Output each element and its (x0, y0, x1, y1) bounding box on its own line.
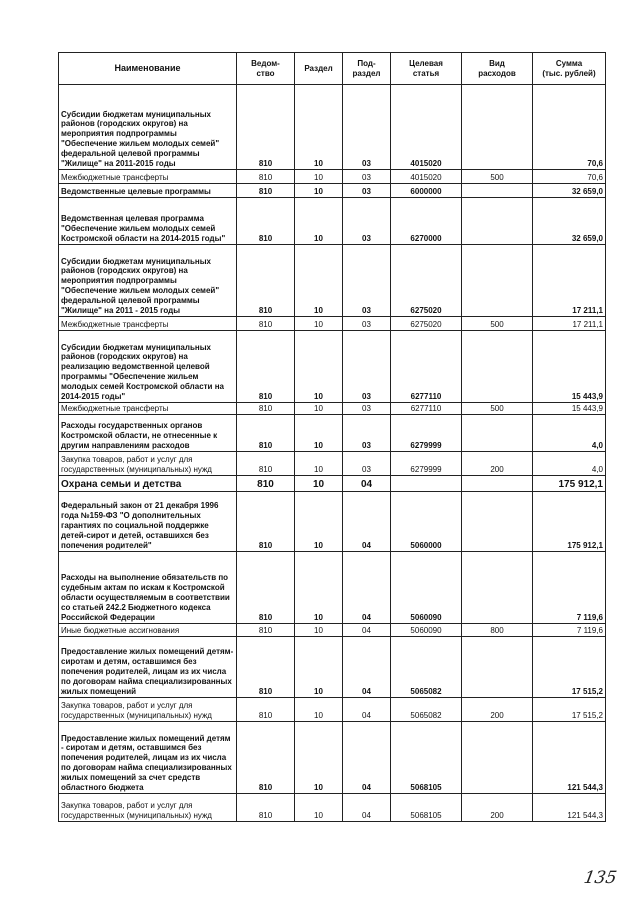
cell-ved: 810 (237, 624, 295, 637)
table-row (59, 415, 606, 452)
cell-summa: 7 119,6 (533, 552, 606, 624)
header-statya: Целевая статья (391, 53, 462, 85)
cell-ved: 810 (237, 245, 295, 317)
cell-ved: 810 (237, 317, 295, 331)
cell-razdel: 10 (295, 245, 343, 317)
cell-summa: 32 659,0 (533, 184, 606, 198)
cell-vid (462, 637, 533, 698)
cell-summa: 17 515,2 (533, 698, 606, 722)
header-ved: Ведом- ство (237, 53, 295, 85)
cell-name: Закупка товаров, работ и услуг для государственных (муниципальных) нужд (59, 452, 237, 476)
cell-summa: 4,0 (533, 415, 606, 452)
cell-summa: 17 211,1 (533, 245, 606, 317)
cell-statya: 6275020 (391, 317, 462, 331)
cell-vid (462, 492, 533, 552)
cell-vid (462, 415, 533, 452)
cell-statya (391, 476, 462, 492)
cell-razdel: 10 (295, 198, 343, 245)
cell-statya: 6000000 (391, 184, 462, 198)
cell-statya: 5060090 (391, 624, 462, 637)
cell-podrazdel: 03 (343, 452, 391, 476)
cell-name: Расходы государственных органов Костромской области, не отнесенные к другим направлениям расходов (59, 415, 237, 452)
cell-name: Межбюджетные трансферты (59, 170, 237, 184)
table-row (59, 317, 606, 331)
cell-name: Субсидии бюджетам муниципальных районов (городских округов) на реализацию ведомственной целевой программы "Обеспечение жильем молодых семей Костромской области на 2014-2015 годы" (59, 331, 237, 403)
cell-razdel: 10 (295, 403, 343, 415)
cell-vid: 500 (462, 170, 533, 184)
cell-podrazdel: 04 (343, 476, 391, 492)
table-row (59, 794, 606, 822)
cell-vid (462, 331, 533, 403)
table-row (59, 476, 606, 492)
cell-ved: 810 (237, 637, 295, 698)
cell-razdel: 10 (295, 184, 343, 198)
table-row (59, 403, 606, 415)
cell-summa: 121 544,3 (533, 722, 606, 794)
header-podrazdel: Под- раздел (343, 53, 391, 85)
table-row (59, 170, 606, 184)
cell-vid: 200 (462, 794, 533, 822)
cell-razdel: 10 (295, 624, 343, 637)
table-row (59, 722, 606, 794)
cell-name: Закупка товаров, работ и услуг для государственных (муниципальных) нужд (59, 794, 237, 822)
cell-summa: 15 443,9 (533, 403, 606, 415)
cell-ved: 810 (237, 170, 295, 184)
table-header-row (59, 53, 606, 85)
cell-podrazdel: 03 (343, 198, 391, 245)
cell-razdel: 10 (295, 415, 343, 452)
cell-name: Субсидии бюджетам муниципальных районов (городских округов) на мероприятия подпрограммы "Обеспечение жильем молодых семей" федеральной целевой программы "Жилище" на 2011 - 2015 годы (59, 245, 237, 317)
cell-ved: 810 (237, 794, 295, 822)
cell-ved: 810 (237, 492, 295, 552)
cell-statya: 6277110 (391, 403, 462, 415)
cell-name: Предоставление жилых помещений детям - сиротам и детям, оставшимся без попечения родителей, лицам из их числа по договорам найма специализированных жилых помещений за счет средств областного бюджета (59, 722, 237, 794)
cell-summa: 15 443,9 (533, 331, 606, 403)
cell-statya: 6279999 (391, 415, 462, 452)
cell-statya: 4015020 (391, 170, 462, 184)
cell-statya: 5060090 (391, 552, 462, 624)
cell-razdel: 10 (295, 317, 343, 331)
cell-name: Межбюджетные трансферты (59, 403, 237, 415)
cell-vid: 200 (462, 452, 533, 476)
cell-vid (462, 245, 533, 317)
cell-ved: 810 (237, 698, 295, 722)
cell-razdel: 10 (295, 170, 343, 184)
table-row (59, 637, 606, 698)
table-row (59, 198, 606, 245)
cell-summa: 7 119,6 (533, 624, 606, 637)
cell-name: Ведомственная целевая программа "Обеспечение жильем молодых семей Костромской области на 2014-2015 годы" (59, 198, 237, 245)
cell-podrazdel: 04 (343, 722, 391, 794)
cell-podrazdel: 03 (343, 331, 391, 403)
cell-name: Предоставление жилых помещений детям-сиротам и детям, оставшимся без попечения родителей, лицам из их числа по договорам найма специализированных жилых помещений (59, 637, 237, 698)
cell-vid: 500 (462, 403, 533, 415)
cell-podrazdel: 03 (343, 85, 391, 170)
table-row (59, 245, 606, 317)
cell-ved: 810 (237, 331, 295, 403)
cell-podrazdel: 03 (343, 415, 391, 452)
table-row (59, 698, 606, 722)
cell-statya: 5068105 (391, 794, 462, 822)
cell-vid (462, 198, 533, 245)
cell-name: Охрана семьи и детства (59, 476, 237, 492)
cell-razdel: 10 (295, 698, 343, 722)
cell-vid: 200 (462, 698, 533, 722)
cell-podrazdel: 04 (343, 492, 391, 552)
cell-summa: 121 544,3 (533, 794, 606, 822)
page-number: 135 (582, 868, 619, 888)
cell-name: Ведомственные целевые программы (59, 184, 237, 198)
header-name: Наименование (59, 53, 237, 85)
cell-summa: 32 659,0 (533, 198, 606, 245)
cell-razdel: 10 (295, 637, 343, 698)
cell-podrazdel: 03 (343, 245, 391, 317)
cell-summa: 70,6 (533, 85, 606, 170)
cell-razdel: 10 (295, 331, 343, 403)
table-row (59, 552, 606, 624)
cell-name: Закупка товаров, работ и услуг для государственных (муниципальных) нужд (59, 698, 237, 722)
budget-table (58, 52, 606, 822)
cell-ved: 810 (237, 722, 295, 794)
table-row (59, 85, 606, 170)
cell-name: Субсидии бюджетам муниципальных районов (городских округов) на мероприятия подпрограммы "Обеспечение жильем молодых семей" федеральной целевой программы "Жилище" на 2011-2015 годы (59, 85, 237, 170)
cell-ved: 810 (237, 85, 295, 170)
cell-name: Расходы на выполнение обязательств по судебным актам по искам к Костромской области осуществляемым в соответствии со статьей 242.2 Бюджетного кодекса Российской Федерации (59, 552, 237, 624)
cell-razdel: 10 (295, 794, 343, 822)
header-vid: Вид расходов (462, 53, 533, 85)
cell-summa: 175 912,1 (533, 492, 606, 552)
cell-vid (462, 552, 533, 624)
cell-statya: 5068105 (391, 722, 462, 794)
header-razdel: Раздел (295, 53, 343, 85)
cell-name: Иные бюджетные ассигнования (59, 624, 237, 637)
cell-summa: 17 211,1 (533, 317, 606, 331)
cell-razdel: 10 (295, 722, 343, 794)
cell-podrazdel: 03 (343, 317, 391, 331)
cell-podrazdel: 04 (343, 794, 391, 822)
cell-podrazdel: 04 (343, 698, 391, 722)
cell-ved: 810 (237, 184, 295, 198)
cell-vid: 500 (462, 317, 533, 331)
cell-statya: 5060000 (391, 492, 462, 552)
cell-vid (462, 476, 533, 492)
cell-statya: 6275020 (391, 245, 462, 317)
cell-razdel: 10 (295, 492, 343, 552)
cell-ved: 810 (237, 552, 295, 624)
cell-podrazdel: 03 (343, 184, 391, 198)
cell-statya: 6279999 (391, 452, 462, 476)
cell-razdel: 10 (295, 452, 343, 476)
cell-ved: 810 (237, 198, 295, 245)
cell-razdel: 10 (295, 552, 343, 624)
cell-statya: 4015020 (391, 85, 462, 170)
cell-statya: 6277110 (391, 331, 462, 403)
cell-podrazdel: 03 (343, 403, 391, 415)
cell-ved: 810 (237, 452, 295, 476)
cell-summa: 17 515,2 (533, 637, 606, 698)
table-row (59, 452, 606, 476)
cell-statya: 5065082 (391, 698, 462, 722)
header-summa: Сумма (тыс. рублей) (533, 53, 606, 85)
cell-razdel: 10 (295, 85, 343, 170)
cell-podrazdel: 03 (343, 170, 391, 184)
cell-vid (462, 184, 533, 198)
cell-podrazdel: 04 (343, 624, 391, 637)
cell-vid (462, 722, 533, 794)
cell-razdel: 10 (295, 476, 343, 492)
table-row (59, 492, 606, 552)
cell-podrazdel: 04 (343, 552, 391, 624)
table-row (59, 624, 606, 637)
cell-summa: 175 912,1 (533, 476, 606, 492)
cell-vid: 800 (462, 624, 533, 637)
cell-statya: 6270000 (391, 198, 462, 245)
table-row (59, 331, 606, 403)
table-row (59, 184, 606, 198)
cell-ved: 810 (237, 403, 295, 415)
cell-vid (462, 85, 533, 170)
cell-name: Межбюджетные трансферты (59, 317, 237, 331)
cell-podrazdel: 04 (343, 637, 391, 698)
cell-ved: 810 (237, 476, 295, 492)
cell-statya: 5065082 (391, 637, 462, 698)
cell-name: Федеральный закон от 21 декабря 1996 года №159-ФЗ "О дополнительных гарантиях по социальной поддержке детей-сирот и детей, оставшихся без попечения родителей" (59, 492, 237, 552)
cell-summa: 4,0 (533, 452, 606, 476)
cell-summa: 70,6 (533, 170, 606, 184)
cell-ved: 810 (237, 415, 295, 452)
